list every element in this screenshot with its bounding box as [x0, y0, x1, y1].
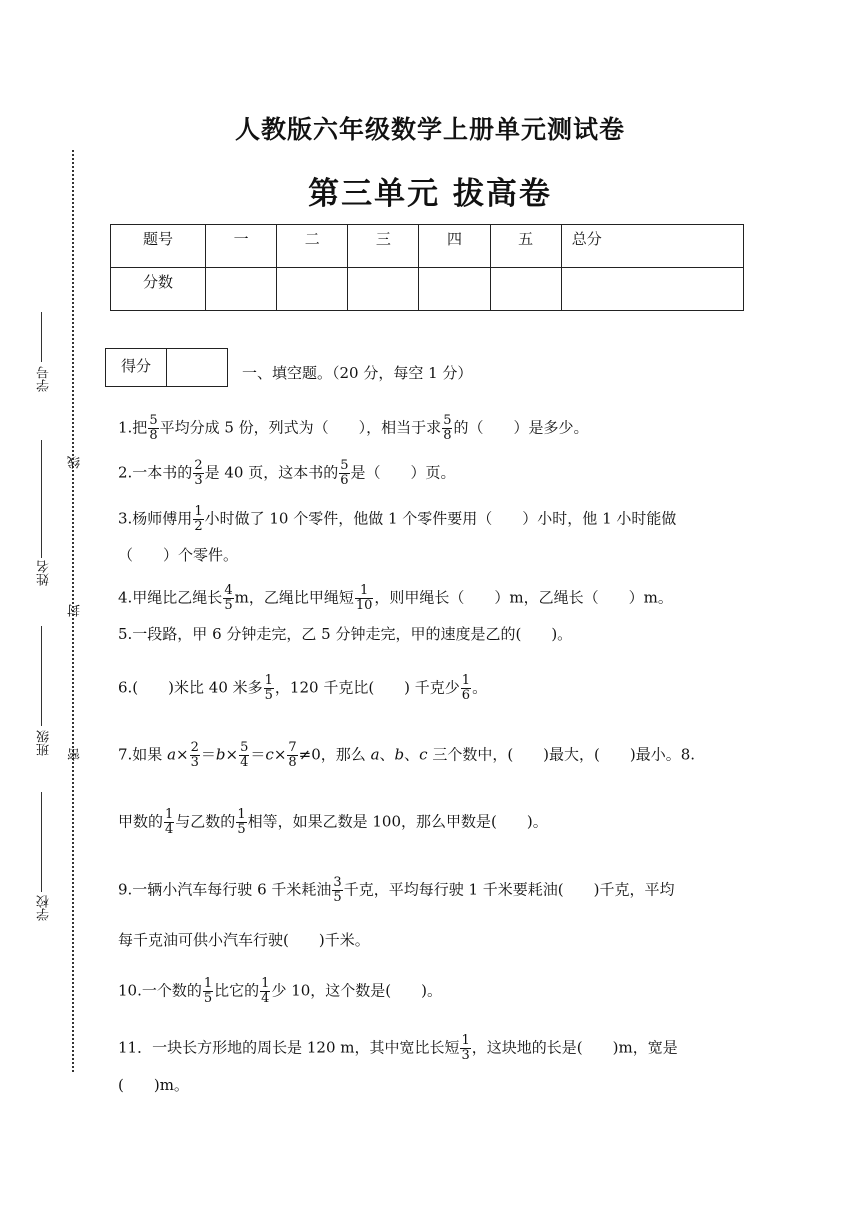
denominator: 4 [261, 991, 270, 1006]
denominator: 5 [264, 688, 273, 703]
score-table-cell: 四 [419, 225, 490, 268]
score-table-score-row [111, 268, 744, 311]
seal-char-feng: 封 [68, 604, 83, 617]
question-text: 2.一本书的 [118, 463, 193, 482]
question-text: ，则甲绳长（ ）m，乙绳长（ ）m。 [374, 588, 673, 607]
page-title: 人教版六年级数学上册单元测试卷 [234, 115, 625, 144]
numerator: 1 [261, 976, 270, 991]
score-table-cell: 二 [277, 225, 348, 268]
student-id-label: 学号 [37, 366, 52, 392]
numerator: 1 [355, 584, 374, 599]
question-text: 1.把 [118, 418, 148, 437]
score-input-cell[interactable] [561, 268, 743, 311]
numerator: 1 [203, 976, 213, 991]
question-text: 平均分成 5 份，列式为（ ），相当于求 [159, 418, 442, 437]
score-input-cell[interactable] [490, 268, 561, 311]
variable: c [265, 745, 274, 764]
page-subtitle: 第三单元 拔高卷 [308, 176, 552, 212]
score-input-cell[interactable] [277, 268, 348, 311]
question-text: ≠0，那么 [298, 745, 371, 764]
score-table-cell: 五 [490, 225, 561, 268]
question-2 [118, 459, 456, 488]
denominator: 4 [165, 822, 174, 837]
question-3 [118, 505, 676, 534]
fraction [355, 584, 374, 613]
question-9-line-2: 每千克油可供小汽车行驶( )千米。 [118, 931, 370, 949]
question-text: 11．一块长方形地的周长是 120 m，其中宽比长短 [118, 1038, 460, 1057]
question-3-line-2: （ ）个零件。 [118, 546, 239, 564]
fraction [461, 674, 471, 703]
denominator: 2 [194, 519, 203, 534]
numerator: 1 [264, 673, 273, 688]
question-text: 相等，如果乙数是 100，那么甲数是( )。 [247, 812, 548, 831]
operator: × [225, 745, 239, 764]
school-line [41, 792, 42, 892]
numerator: 1 [461, 1033, 470, 1048]
operator: × [273, 745, 287, 764]
denominator: 5 [237, 822, 246, 837]
question-11 [118, 1034, 678, 1063]
numerator: 1 [165, 807, 174, 822]
numerator: 1 [194, 504, 203, 519]
question-text: ，120 千克比( ) 千克少 [274, 678, 460, 697]
fraction [164, 808, 174, 837]
numerator: 2 [194, 458, 203, 473]
variable: c [419, 745, 428, 764]
fraction [203, 977, 213, 1006]
fraction [236, 808, 246, 837]
numerator: 5 [240, 740, 249, 755]
question-text: 9.一辆小汽车每行驶 6 千米耗油 [118, 880, 332, 899]
question-text: 千克，平均每行驶 1 千米要耗油( )千克，平均 [343, 880, 675, 899]
class-label: 班级 [37, 730, 52, 756]
variable: b [215, 745, 226, 764]
fraction [223, 584, 233, 613]
question-text: 3.杨师傅用 [118, 509, 193, 528]
question-text: 甲数的 [118, 812, 164, 831]
section-heading: 一、填空题。（20 分，每空 1 分） [242, 364, 473, 382]
fraction [239, 741, 249, 770]
question-text: 7.如果 [118, 745, 168, 764]
question-1 [118, 414, 588, 443]
separator: 、 [379, 745, 395, 764]
operator: ＝ [200, 745, 216, 764]
fraction [339, 459, 349, 488]
numerator: 5 [340, 458, 349, 473]
question-text: 10.一个数的 [118, 981, 202, 1000]
denominator: 5 [203, 991, 213, 1006]
fraction [193, 505, 203, 534]
question-text: 小时做了 10 个零件，他做 1 个零件要用（ ）小时，他 1 小时能做 [204, 509, 677, 528]
variable: b [394, 745, 405, 764]
fraction [460, 1034, 470, 1063]
question-9 [118, 876, 674, 905]
section-score-label: 得分 [106, 349, 167, 386]
score-input-cell[interactable] [348, 268, 419, 311]
question-text: m，乙绳比甲绳短 [234, 588, 354, 607]
question-8 [118, 808, 548, 837]
separator: 、 [404, 745, 420, 764]
question-11-line-2: ( )m。 [118, 1076, 189, 1094]
question-text: 比它的 [214, 981, 260, 1000]
score-table-header-row [111, 225, 744, 268]
question-text: 。 [472, 678, 488, 697]
question-text: 少 10，这个数是( )。 [271, 981, 442, 1000]
denominator: 3 [461, 1048, 470, 1063]
score-table-cell: 三 [348, 225, 419, 268]
denominator: 3 [194, 473, 203, 488]
denominator: 8 [149, 428, 158, 443]
name-line [41, 440, 42, 558]
numerator: 2 [190, 740, 199, 755]
variable: a [167, 745, 177, 764]
fraction [332, 876, 342, 905]
question-7 [118, 741, 695, 770]
section-score-box [105, 348, 228, 387]
class-line [41, 626, 42, 726]
denominator: 8 [288, 755, 297, 770]
question-text: 三个数中，( )最大，( )最小。8. [427, 745, 696, 764]
variable: a [370, 745, 380, 764]
score-table-cell: 总分 [561, 225, 743, 268]
denominator: 6 [340, 473, 349, 488]
denominator: 3 [190, 755, 199, 770]
numerator: 3 [333, 875, 342, 890]
seal-char-mi: 密 [68, 748, 83, 761]
question-text: 是 40 页，这本书的 [204, 463, 339, 482]
fraction [148, 414, 158, 443]
fraction [193, 459, 203, 488]
question-text: 的（ ）是多少。 [453, 418, 589, 437]
numerator: 5 [443, 413, 452, 428]
section-score-input[interactable] [167, 349, 227, 386]
question-text: 4.甲绳比乙绳长 [118, 588, 223, 607]
question-5: 5.一段路，甲 6 分钟走完，乙 5 分钟走完，甲的速度是乙的( )。 [118, 625, 573, 643]
fraction [260, 977, 270, 1006]
name-label: 姓名 [37, 560, 52, 586]
question-text: ，这块地的长是( )m，宽是 [471, 1038, 678, 1057]
fraction [287, 741, 297, 770]
numerator: 7 [288, 740, 297, 755]
question-text: 6.( )米比 40 米多 [118, 678, 263, 697]
score-input-cell[interactable] [419, 268, 490, 311]
question-4 [118, 584, 673, 613]
score-table-cell: 分数 [111, 268, 206, 311]
numerator: 1 [461, 673, 471, 688]
student-id-line [41, 312, 42, 362]
denominator: 5 [224, 598, 233, 613]
score-table-cell: 题号 [111, 225, 206, 268]
school-label: 学校 [37, 895, 52, 921]
numerator: 1 [237, 807, 246, 822]
denominator: 5 [333, 890, 342, 905]
denominator: 4 [240, 755, 249, 770]
numerator: 4 [224, 583, 233, 598]
score-table [110, 224, 744, 311]
seal-char-xian: 线 [68, 456, 83, 469]
operator: × [176, 745, 189, 764]
fraction [442, 414, 452, 443]
denominator: 6 [461, 688, 471, 703]
numerator: 5 [149, 413, 158, 428]
question-text: 是（ ）页。 [350, 463, 456, 482]
score-table-cell: 一 [206, 225, 277, 268]
denominator: 8 [443, 428, 452, 443]
denominator: 10 [355, 598, 373, 613]
question-10 [118, 977, 442, 1006]
question-text: 与乙数的 [175, 812, 236, 831]
fraction [190, 741, 200, 770]
operator: ＝ [250, 745, 266, 764]
fraction [264, 674, 274, 703]
score-input-cell[interactable] [206, 268, 277, 311]
question-6 [118, 674, 487, 703]
